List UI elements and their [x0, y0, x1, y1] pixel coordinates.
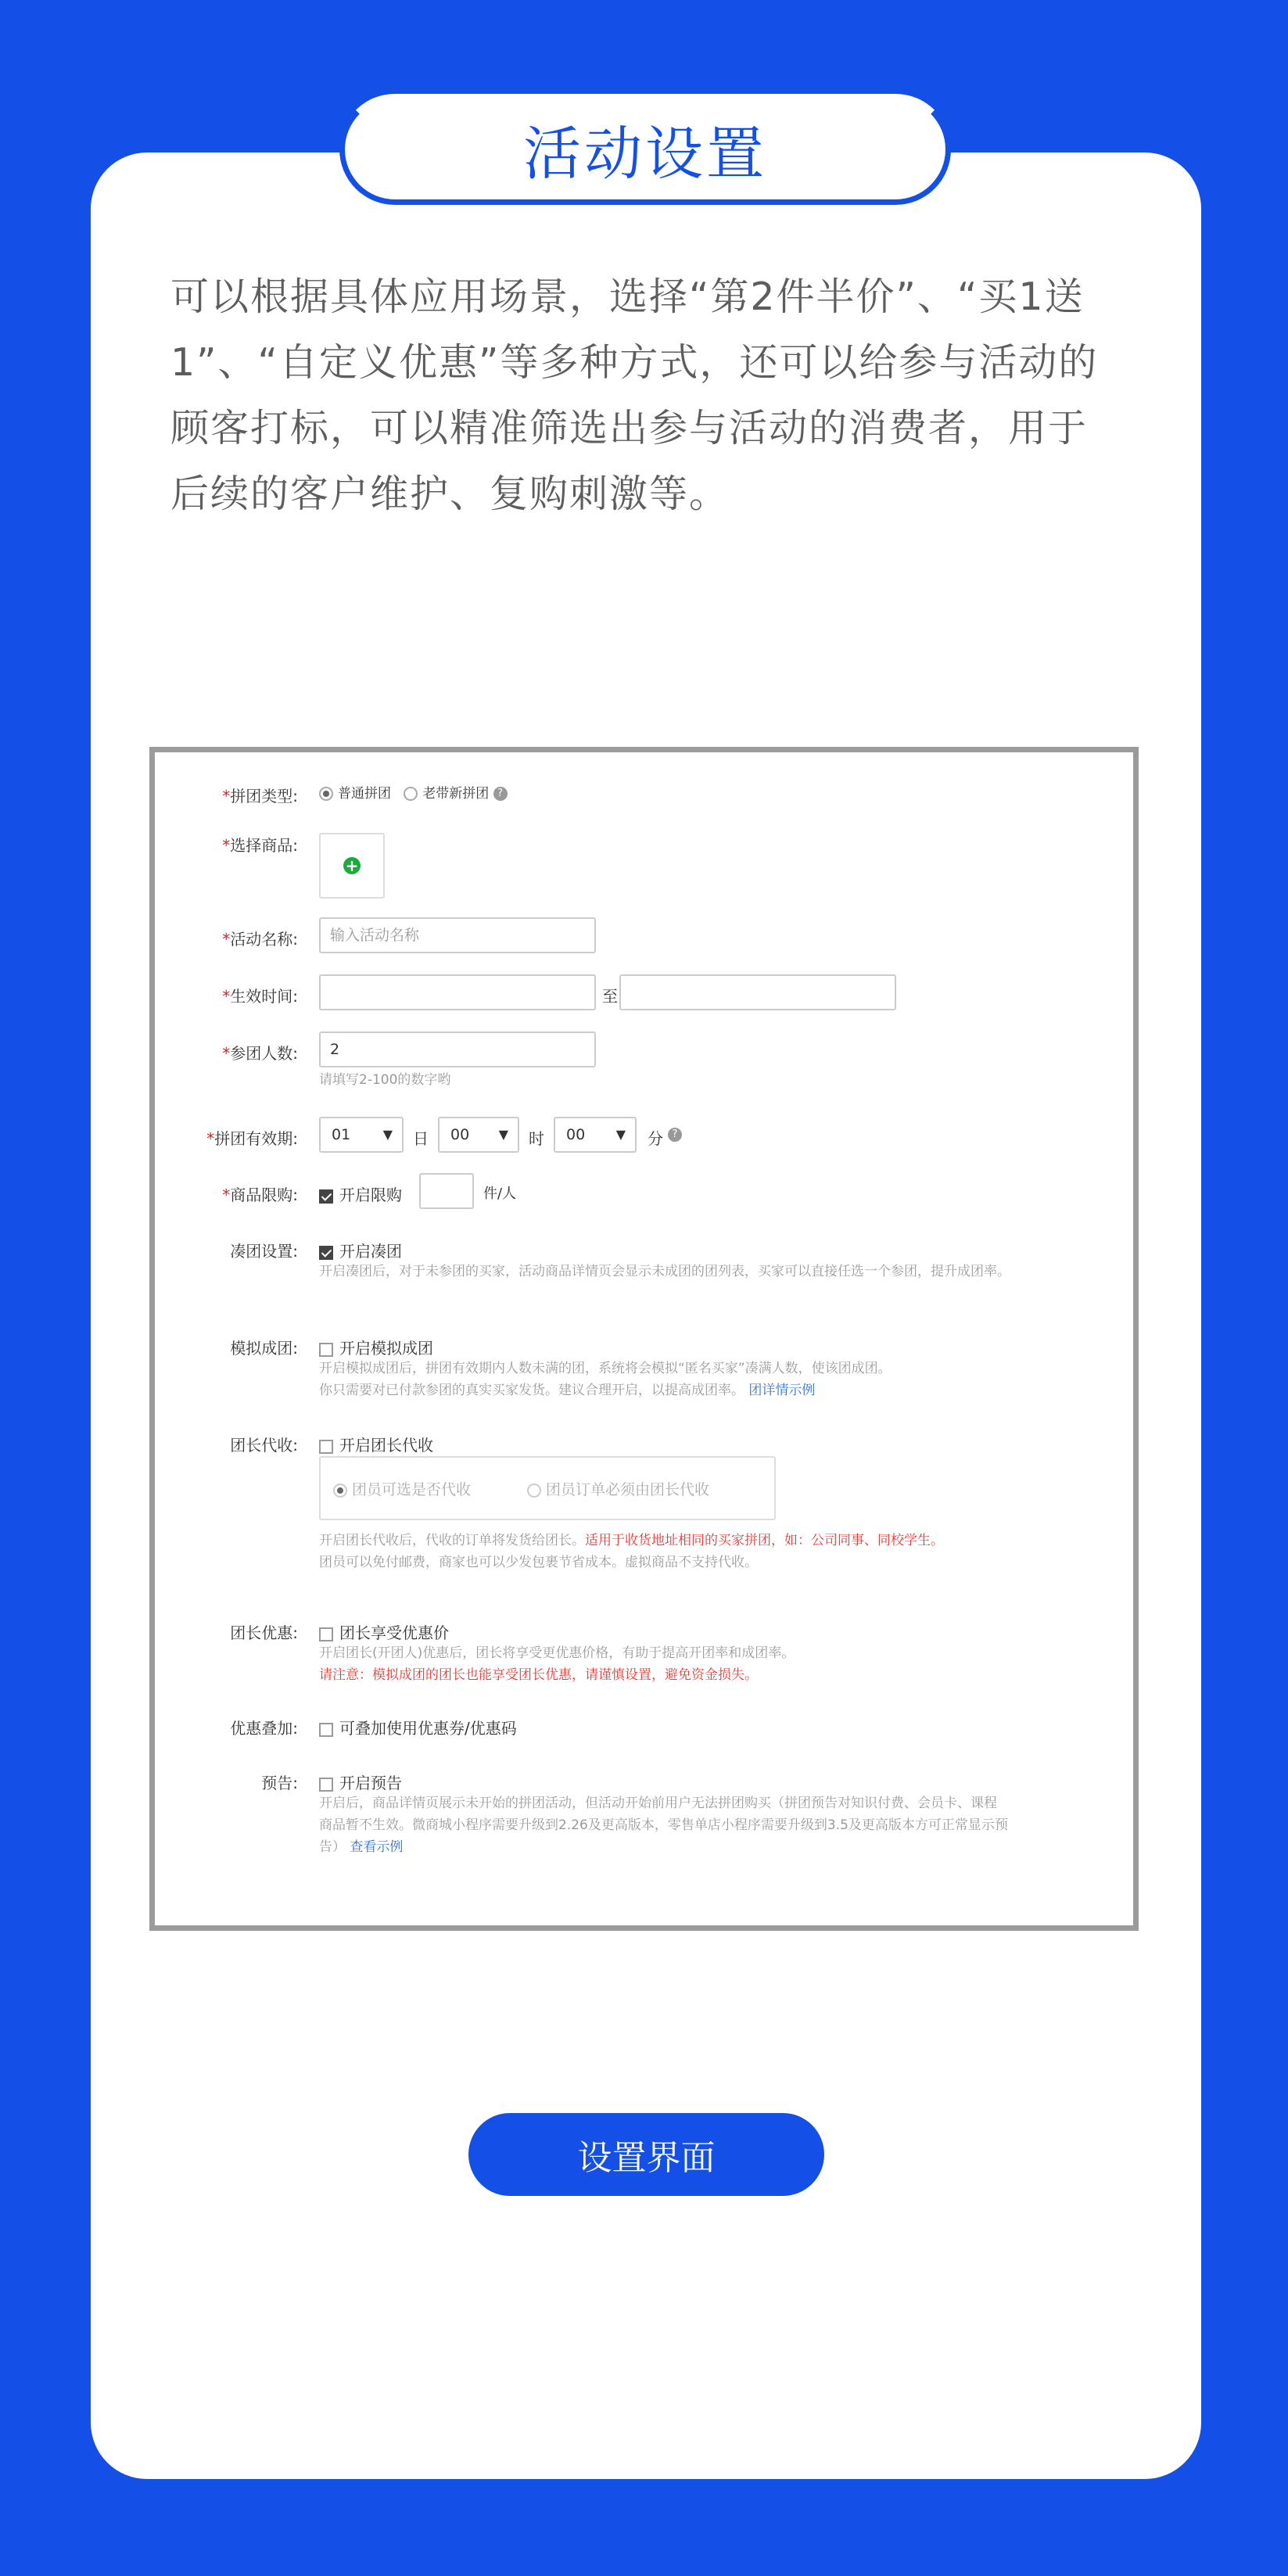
leader-collect-checkbox[interactable] — [319, 1440, 333, 1454]
simulate-group-checkbox[interactable] — [319, 1343, 333, 1357]
radio-mandatory-collect[interactable] — [527, 1484, 541, 1498]
hour-select[interactable]: 00 ▼ — [438, 1117, 519, 1153]
add-product-button[interactable] — [319, 833, 385, 899]
leader-discount-help: 开启团长(开团人)优惠后，团长将享受更优惠价格，有助于提高开团率和成团率。 请注意：模拟成团的团长也能享受团长优惠，请谨慎设置，避免资金损失。 — [319, 1645, 795, 1683]
radio-optional-collect[interactable] — [333, 1484, 347, 1498]
dropdown-arrow-icon: ▼ — [382, 1127, 393, 1142]
settings-interface-label: 设置界面 — [577, 2138, 716, 2178]
leader-collect-label: 团长代收: — [230, 1436, 298, 1455]
section-title-pill — [339, 94, 951, 205]
simulate-group-help: 开启模拟成团后，拼团有效期内人数未满的团，系统将会模拟“匿名买家”凑满人数，使该团成团。 你只需要对已付款参团的真实买家发货。建议合理开启，以提高成团率。 团详情示例 — [319, 1361, 892, 1398]
leader-collect-options: 团员可选是否代收 团员订单必须由团长代收 — [319, 1456, 776, 1520]
end-time-input[interactable] — [619, 974, 896, 1010]
intro-paragraph: 可以根据具体应用场景，选择“第2件半价”、“买1送1”、“自定义优惠”等多种方式，还可以给参与活动的顾客打标，可以精准筛选出参与活动的消费者，用于后续的客户维护、复购刺激等。 — [170, 274, 1099, 516]
radio-referral-group[interactable] — [404, 787, 418, 801]
section-title: 活动设置 — [523, 120, 767, 188]
minute-select[interactable]: 00 ▼ — [554, 1117, 637, 1153]
dropdown-arrow-icon: ▼ — [615, 1127, 626, 1142]
group-detail-example-link[interactable]: 团详情示例 — [748, 1383, 816, 1398]
preview-checkbox[interactable] — [319, 1778, 333, 1792]
plus-icon: + — [343, 857, 361, 874]
activity-name-label: 活动名称: — [230, 930, 298, 949]
fill-group-label: 凑团设置: — [230, 1242, 298, 1261]
validity-label: 拼团有效期: — [214, 1129, 298, 1148]
radio-normal-group[interactable] — [319, 787, 333, 801]
product-label: 选择商品: — [230, 836, 298, 855]
start-time-input[interactable] — [319, 974, 596, 1010]
preview-help: 开启后，商品详情页展示未开始的拼团活动，但活动开始前用户无法拼团购买（拼团预告对知识付费、会员卡、课程 商品暂不生效。微商城小程序需要升级到2.26及更高版本，零售单店小程序需要升级到3.5及更高版本方可正常显示预 告） 查看示例 — [319, 1796, 1008, 1855]
view-example-link[interactable]: 查看示例 — [350, 1839, 404, 1855]
group-type-label: 拼团类型: — [230, 787, 298, 805]
leader-collect-help: 开启团长代收后，代收的订单将发货给团长。适用于收货地址相同的买家拼团，如：公司同事、同校学生。 团员可以免付邮费，商家也可以少发包裹节省成本。虚拟商品不支持代收。 — [319, 1533, 944, 1570]
leader-discount-checkbox[interactable] — [319, 1627, 333, 1641]
settings-interface-button[interactable] — [468, 2113, 824, 2196]
purchase-limit-label: 商品限购: — [230, 1186, 298, 1204]
limit-quantity-input[interactable] — [419, 1173, 474, 1209]
simulate-group-label: 模拟成团: — [230, 1339, 298, 1358]
fill-group-help: 开启凑团后，对于未参团的买家，活动商品详情页会显示未成团的团列表，买家可以直接任选一个参团，提升成团率。 — [319, 1264, 1010, 1279]
group-size-input[interactable]: 2 — [319, 1031, 596, 1067]
preview-label: 预告: — [261, 1774, 298, 1792]
dropdown-arrow-icon: ▼ — [498, 1127, 508, 1142]
day-select[interactable]: 01 ▼ — [319, 1117, 404, 1153]
leader-discount-label: 团长优惠: — [230, 1623, 298, 1642]
group-size-label: 参团人数: — [230, 1044, 298, 1063]
group-size-hint: 请填写2-100的数字哟 — [319, 1072, 451, 1088]
help-icon[interactable]: ? — [493, 787, 508, 801]
activity-name-input[interactable]: 输入活动名称 — [319, 917, 596, 953]
fill-group-checkbox[interactable] — [319, 1246, 333, 1260]
effective-time-label: 生效时间: — [230, 987, 298, 1006]
limit-checkbox[interactable] — [319, 1189, 333, 1204]
settings-screenshot: *拼团类型: 普通拼团 老带新拼团 ? *选择商品: + *活动名称: 输入活动名称 *生效时间: 至 *参团人数: 2 请填写2-100的数字哟 *拼团有效期: 01 ▼ 日 00 ▼ 时 00 ▼ 分 ? *商品限购: 开启限购 件/人 凑团设置: 开启凑团 开启凑团后，对于未参团的买家，活动商品详情页会显示未成团的团列表，买家可以直接任选一个参团，提升成团率。 模拟成团: 开启模拟成团 开启模拟成团后，拼团有效期内人数未满的团，系统将会模拟“匿名买家”凑满人数，使该团成团。 你只需要对已付款参团的真实买家发货。建议合理开启，以提高成团率。 团详情示例 团长代收: 开启团长代收 团员可选是否代收 团员订单必须由团长代收 开启团长代收后，代收的订单将发货给团长。适用于收货地址相同的买家拼团，如：公司同事、同校学生。 团员可以免付邮费，商家也可以少发包裹节省成本。虚拟商品不支持代收。 团长优惠: 团长享受优惠价 开启团长(开团人)优惠后，团长将享受更优惠价格，有助于提高开团率和成团率。 请注意：模拟成团的团长也能享受团长优惠，请谨慎设置，避免资金损失。 优惠叠加: 可叠加使用优惠券/优惠码 预告: 开启预告 开启后，商品详情页展示未开始的拼团活动，但活动开始前用户无法拼团购买（拼团预告对知识付费、会员卡、课程 商品暂不生效。微商城小程序需要升级到2.26及更高版本，零售单店小程序需要升级到3.5及更高版本方可正常显示预 告） 查看示例 — [149, 747, 1139, 1931]
discount-stack-label: 优惠叠加: — [230, 1719, 298, 1738]
to-label: 至 — [602, 987, 618, 1006]
discount-stack-checkbox[interactable] — [319, 1723, 333, 1737]
help-icon[interactable]: ? — [668, 1128, 682, 1142]
